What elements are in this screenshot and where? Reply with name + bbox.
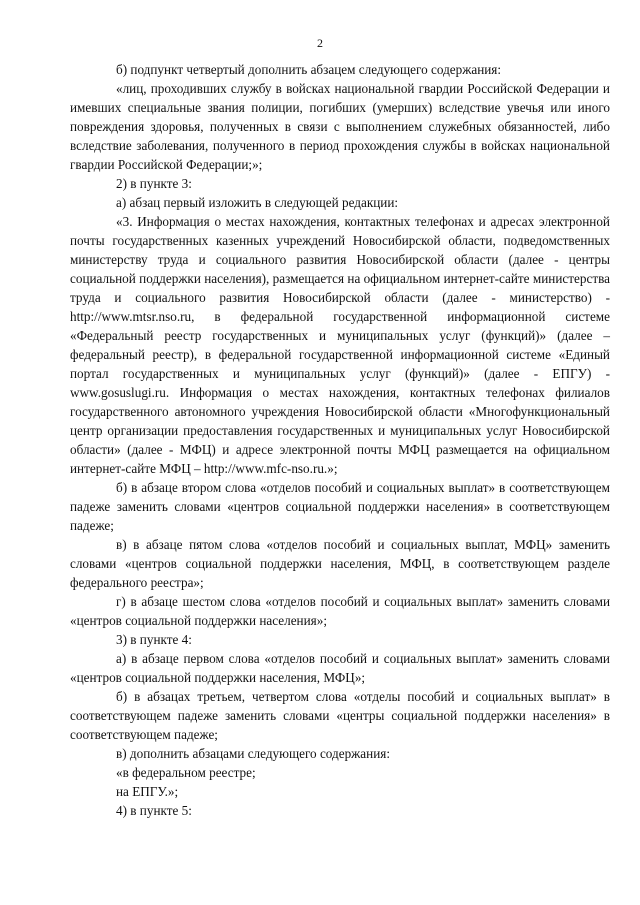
paragraph: 2) в пункте 3:: [116, 176, 192, 191]
paragraph: в) в абзаце пятом слова «отделов пособий и социальных выплат, МФЦ» заменить словами «центров социальной поддержки населения, МФЦ, в соответствующем разделе федерального реестра»;: [70, 537, 610, 590]
paragraph: а) абзац первый изложить в следующей редакции:: [116, 195, 399, 210]
paragraph: в) дополнить абзацами следующего содержания:: [116, 746, 390, 761]
paragraph: б) подпункт четвертый дополнить абзацем следующего содержания:: [116, 62, 502, 77]
paragraph: 3) в пункте 4:: [116, 632, 192, 647]
paragraph: «лиц, проходивших службу в войсках национальной гвардии Российской Федерации и имевших специальные звания полиции, погибших (умерших) вследствие увечья или иного повреждения здоровья, полученных в связи с выполнением служебных обязанностей, либо вследствие заболевания, полученного в период прохождения службы в войсках национальной гвардии Российской Федерации;»;: [70, 81, 610, 172]
paragraph: а) в абзаце первом слова «отделов пособий и социальных выплат» заменить словами «центров социальной поддержки населения, МФЦ»;: [70, 651, 610, 685]
paragraph: б) в абзацах третьем, четвертом слова «отделы пособий и социальных выплат» в соответствующем падеже заменить словами «центры социальной поддержки населения» в соответствующем падеже;: [70, 689, 610, 742]
paragraph: б) в абзаце втором слова «отделов пособий и социальных выплат» в соответствующем падеже заменить словами «центров социальной поддержки населения» в соответствующем падеже;: [70, 480, 610, 533]
paragraph: 4) в пункте 5:: [116, 803, 192, 818]
document-body: [70, 60, 610, 820]
paragraph: «в федеральном реестре;: [116, 765, 256, 780]
paragraph: на ЕПГУ.»;: [116, 784, 179, 799]
paragraph: «3. Информация о местах нахождения, контактных телефонах и адресах электронной почты государственных казенных учреждений Новосибирской области, подведомственных министерству труда и социального развития Новосибирской области (далее - центры социальной поддержки населения), размещается на официальном интернет-сайте министерства труда и социального развития Новосибирской области (далее - министерство) - http://www.mtsr.nso.ru, в федеральной государственной информационной системе «Федеральный реестр государственных и муниципальных услуг (функций)» (далее – федеральный реестр), в федеральной государственной информационной системе «Единый портал государственных и муниципальных услуг (функций)» (далее - ЕПГУ) - www.gosuslugi.ru. Информация о местах нахождения, контактных телефонах филиалов государственного автономного учреждения Новосибирской области «Многофункциональный центр организации предоставления государственных и муниципальных услуг Новосибирской области» (далее - МФЦ) и адресе электронной почты МФЦ размещается на официальном интернет-сайте МФЦ – http://www.mfc-nso.ru.»;: [70, 214, 610, 476]
page-number: 2: [317, 36, 323, 50]
paragraph: г) в абзаце шестом слова «отделов пособий и социальных выплат» заменить словами «центров социальной поддержки населения»;: [70, 594, 610, 628]
